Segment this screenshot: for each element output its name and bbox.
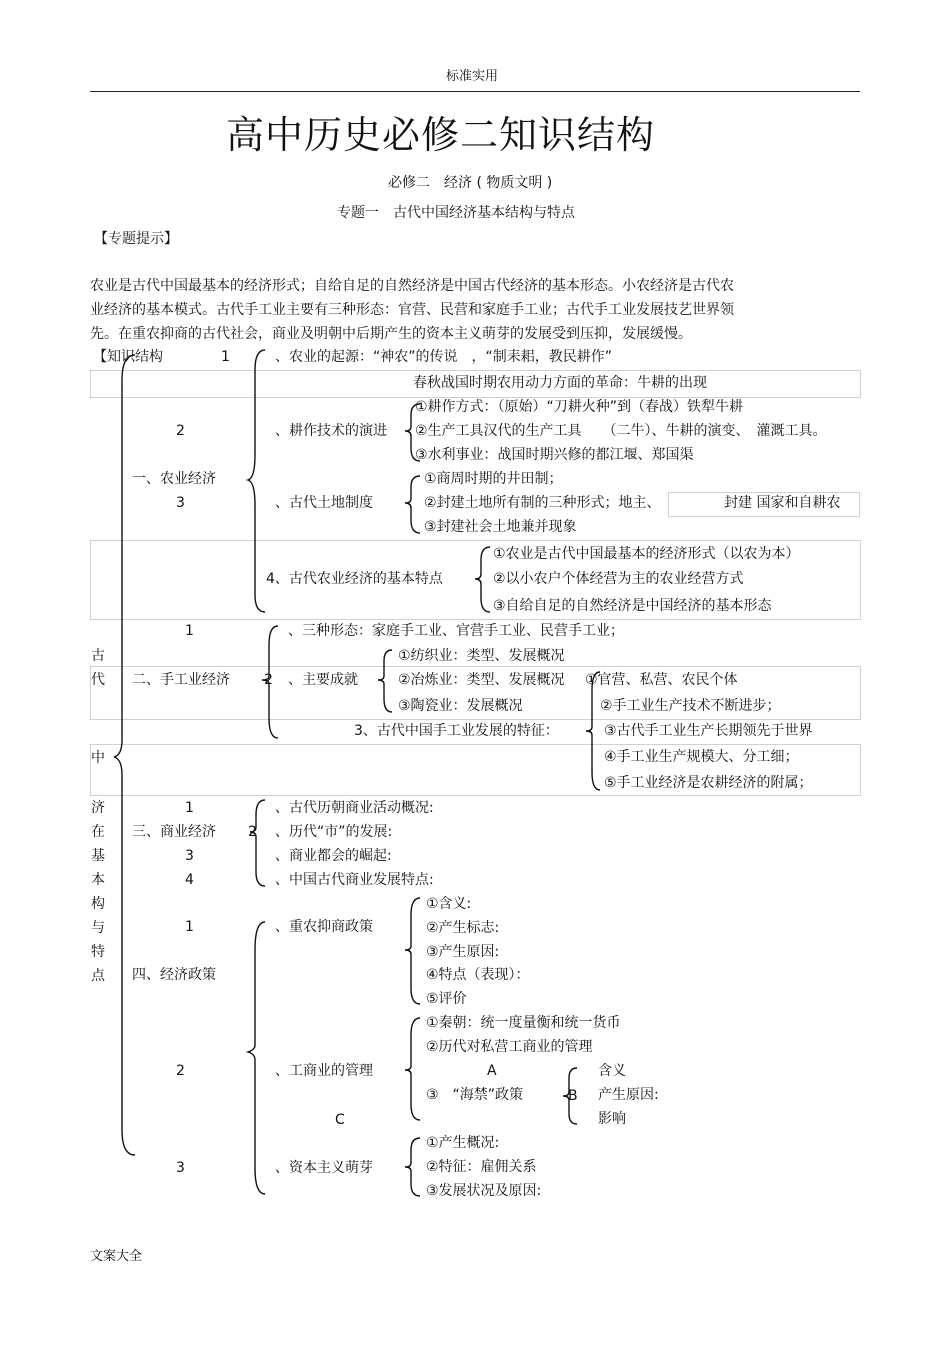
craft-num: 2 <box>264 672 273 688</box>
achievement-item: ①纺织业：类型、发展概况 <box>398 648 565 664</box>
root-char: 古 <box>91 648 105 664</box>
tech-item: ③水利事业：战国时期兴修的都江堰、郑国渠 <box>415 447 694 463</box>
feature-item: ①农业是古代中国最基本的经济形式（以农为本） <box>493 546 800 562</box>
agri-item: 、古代土地制度 <box>275 495 373 511</box>
policy-sub-item: ②历代对私营工商业的管理 <box>426 1039 593 1055</box>
policy-item: 、资本主义萌芽 <box>275 1160 373 1176</box>
trait-item: ①官营、私营、农民个体 <box>585 672 738 688</box>
feature-item: ②以小农户个体经营为主的农业经营方式 <box>493 571 744 587</box>
trade-item: 、古代历朝商业活动概况: <box>275 800 434 816</box>
root-char: 点 <box>91 968 105 984</box>
policy-label: 四、经济政策 <box>132 967 216 983</box>
intro-line: 业经济的基本模式。古代手工业主要有三种形态：官营、民营和家庭手工业；古代手工业发展技艺世界领 <box>90 302 734 318</box>
policy-sub-item: ⑤评价 <box>426 991 467 1007</box>
craft-num: 1 <box>185 623 194 639</box>
letter-a: A <box>487 1063 497 1079</box>
trait-item: ②手工业生产技术不断进步； <box>600 698 781 714</box>
land-item: ②封建土地所有制的三种形式；地主、 <box>424 495 661 511</box>
topic-heading: 专题一 古代中国经济基本结构与特点 <box>337 205 575 221</box>
craft-item: 、三种形态：家庭手工业、官营手工业、民营手工业； <box>288 623 624 639</box>
trade-label: 三、商业经济 <box>132 824 216 840</box>
intro-line: 农业是古代中国最基本的经济形式；自给自足的自然经济是中国古代经济的基本形态。小农经济是古代农 <box>90 278 734 294</box>
achievement-item: ③陶瓷业：发展概况 <box>398 698 523 714</box>
trade-num: 2 <box>248 824 257 840</box>
root-char: 特 <box>91 944 105 960</box>
haijin-sub-item: 影响 <box>598 1111 626 1127</box>
page-header: 标准实用 <box>446 69 499 84</box>
trade-item: 、商业都会的崛起: <box>275 848 392 864</box>
policy-item: 、重农抑商政策 <box>275 919 373 935</box>
structure-label: 【知识结构 <box>93 349 163 365</box>
policy-sub-item: ①产生概况: <box>426 1135 500 1151</box>
agri-item: 、耕作技术的演进 <box>275 423 387 439</box>
trade-num: 3 <box>185 848 194 864</box>
tech-item: ①耕作方式：（原始）“刀耕火种”到（春战）铁犁牛耕 <box>415 399 744 415</box>
root-char: 济 <box>91 800 105 816</box>
intro-line: 先。在重农抑商的古代社会，商业及明朝中后期产生的资本主义萌芽的发展受到压抑，发展缓慢。 <box>90 326 692 342</box>
agri-num: 2 <box>176 423 185 439</box>
trait-item: ⑤手工业经济是农耕经济的附属； <box>604 775 813 791</box>
policy-sub-item: ②产生标志: <box>426 920 500 936</box>
agri-spring-note: 春秋战国时期农用动力方面的革命：牛耕的出现 <box>413 375 707 391</box>
trait-item: ④手工业生产规模大、分工细； <box>604 749 799 765</box>
policy-sub-item: ①含义: <box>426 896 472 912</box>
subtitle: 必修二 经济 ( 物质文明 ) <box>388 175 553 191</box>
policy-num: 1 <box>185 919 194 935</box>
haijin-policy: ③ “海禁”政策 <box>426 1087 524 1103</box>
policy-num: 2 <box>176 1063 185 1079</box>
letter-c: C <box>335 1112 345 1128</box>
agri-item: 、农业的起源：“神农”的传说 ，“制耒耜，教民耕作” <box>275 349 613 365</box>
haijin-sub-item: 产生原因: <box>598 1087 659 1103</box>
policy-sub-item: ①秦朝：统一度量衡和统一货币 <box>426 1015 621 1031</box>
craft-item: 、主要成就 <box>288 672 358 688</box>
trait-item: ③古代手工业生产长期领先于世界 <box>604 723 813 739</box>
root-char: 中 <box>91 750 105 766</box>
land-item: ③封建社会土地兼并现象 <box>424 519 577 535</box>
page-footer: 文案大全 <box>90 1249 143 1264</box>
agri-num: 1 <box>221 349 230 365</box>
root-char: 本 <box>91 872 105 888</box>
policy-num: 3 <box>176 1160 185 1176</box>
trade-num: 4 <box>185 872 194 888</box>
craft-item: 3、古代中国手工业发展的特征： <box>354 723 559 739</box>
land-item: ①商周时期的井田制； <box>424 471 563 487</box>
root-char: 在 <box>91 824 105 840</box>
agri-label: 一、农业经济 <box>132 471 216 487</box>
feature-item: ③自给自足的自然经济是中国经济的基本形态 <box>493 598 772 614</box>
root-char: 构 <box>91 896 105 912</box>
craft-label: 二、手工业经济 <box>132 672 230 688</box>
root-char: 基 <box>91 848 105 864</box>
trade-item: 、历代“市”的发展: <box>275 824 393 840</box>
hint-label: 【专题提示】 <box>94 231 178 247</box>
policy-item: 、工商业的管理 <box>275 1063 373 1079</box>
agri-num: 3 <box>176 495 185 511</box>
policy-sub-item: ②特征：雇佣关系 <box>426 1159 537 1175</box>
agri-item: 4、古代农业经济的基本特点 <box>266 571 443 587</box>
land-box-text: 封建 国家和自耕农 <box>724 495 841 511</box>
policy-sub-item: ③发展状况及原因: <box>426 1183 542 1199</box>
page-title: 高中历史必修二知识结构 <box>226 113 656 157</box>
policy-sub-item: ④特点（表现）： <box>426 967 530 983</box>
trade-item: 、中国古代商业发展特点: <box>275 872 434 888</box>
root-char: 代 <box>91 672 105 688</box>
achievement-item: ②冶炼业：类型、发展概况 <box>398 672 565 688</box>
policy-sub-item: ③产生原因: <box>426 944 500 960</box>
trade-num: 1 <box>185 800 194 816</box>
root-char: 与 <box>91 920 105 936</box>
haijin-sub-item: 含义 <box>598 1063 626 1079</box>
letter-b: B <box>568 1088 578 1104</box>
tech-item: ②生产工具汉代的生产工具 （二牛）、牛耕的演变、 灌溉工具。 <box>415 423 827 439</box>
